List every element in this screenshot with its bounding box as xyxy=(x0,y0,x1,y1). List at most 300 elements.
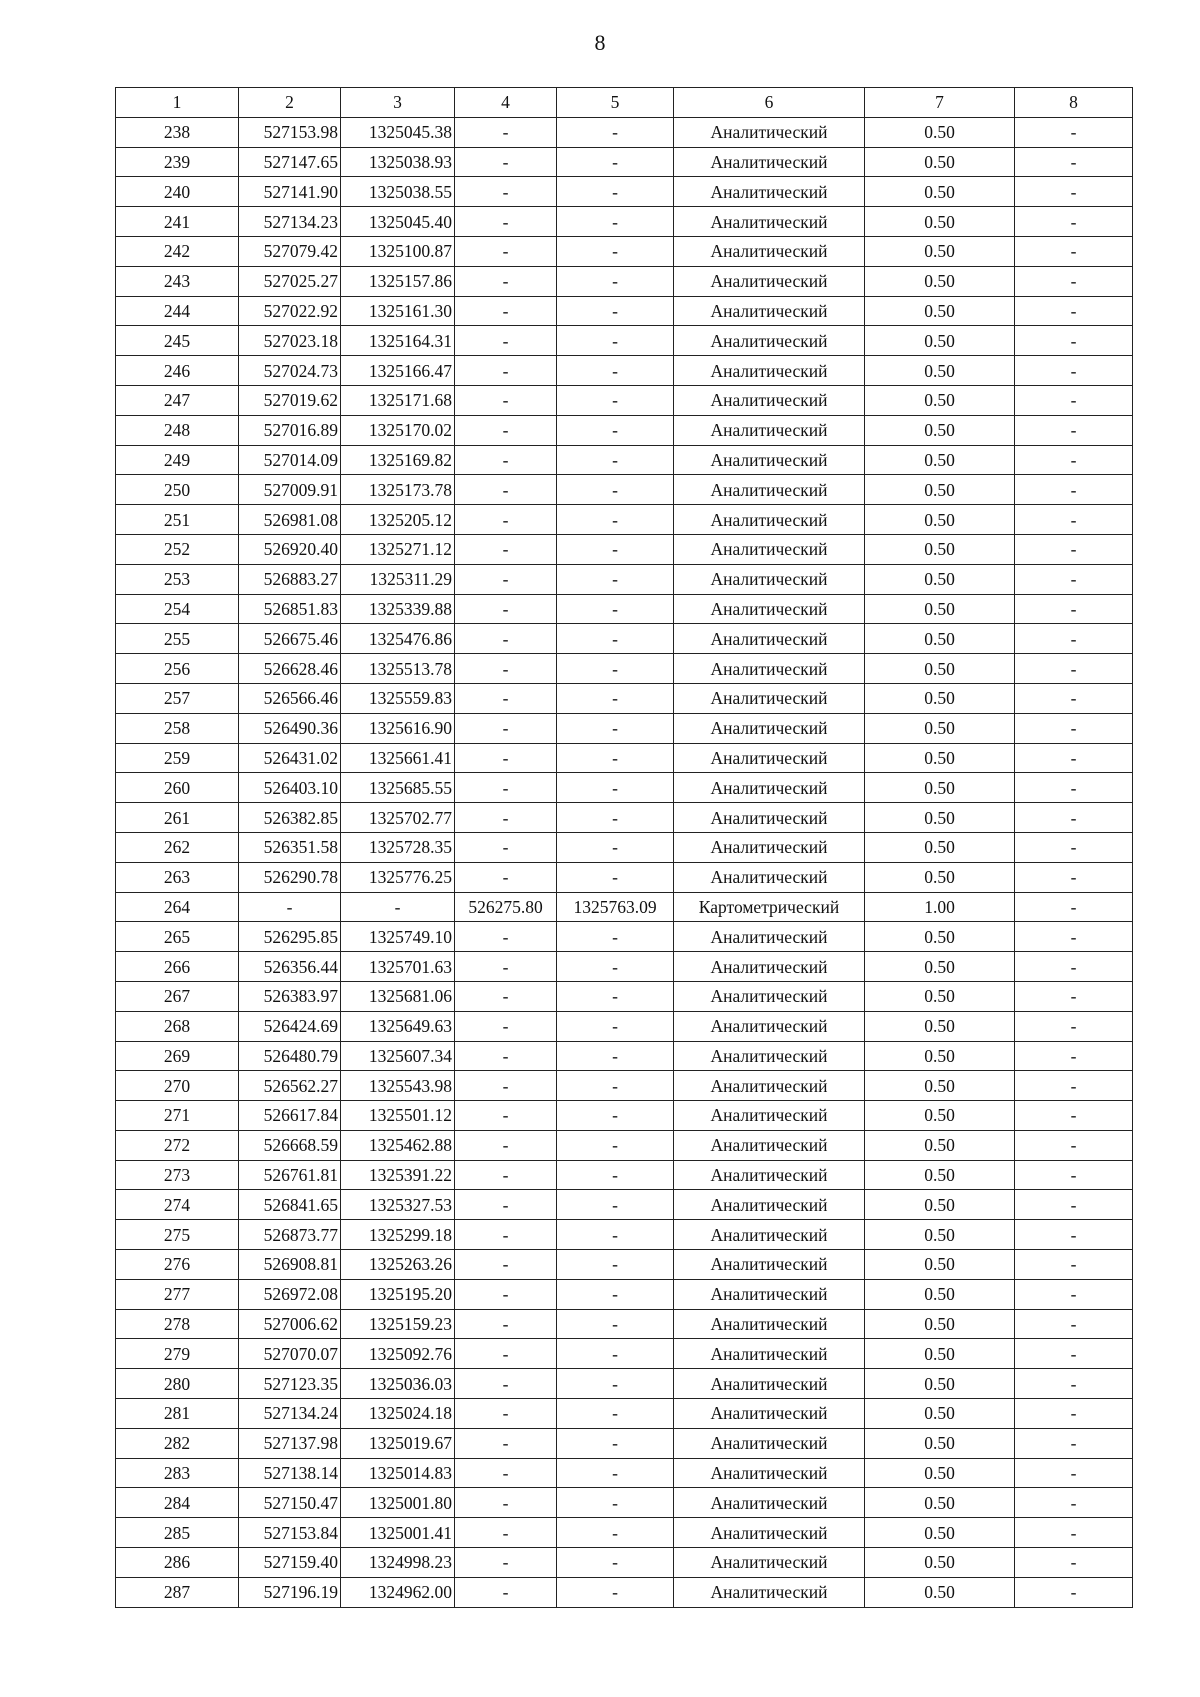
column-header-1: 1 xyxy=(116,88,239,118)
cell-precision: 0.50 xyxy=(865,385,1015,415)
cell-point-number: 277 xyxy=(116,1279,239,1309)
cell-x-coordinate: 526351.58 xyxy=(239,832,341,862)
cell-precision: 0.50 xyxy=(865,1160,1015,1190)
cell-note: - xyxy=(1015,1548,1133,1578)
cell-precision: 0.50 xyxy=(865,803,1015,833)
table-row xyxy=(116,624,1133,654)
cell-point-number: 278 xyxy=(116,1309,239,1339)
cell-x-coordinate-alt: - xyxy=(455,505,557,535)
cell-note: - xyxy=(1015,1458,1133,1488)
cell-precision: 0.50 xyxy=(865,654,1015,684)
table-row xyxy=(116,445,1133,475)
cell-precision: 0.50 xyxy=(865,1250,1015,1280)
cell-x-coordinate: 527147.65 xyxy=(239,147,341,177)
cell-y-coordinate: 1324962.00 xyxy=(341,1577,455,1607)
cell-precision: 0.50 xyxy=(865,1399,1015,1429)
table-row xyxy=(116,1399,1133,1429)
cell-note: - xyxy=(1015,564,1133,594)
cell-x-coordinate-alt: - xyxy=(455,117,557,147)
cell-precision: 0.50 xyxy=(865,594,1015,624)
cell-y-coordinate-alt: - xyxy=(557,385,674,415)
cell-y-coordinate-alt: - xyxy=(557,1071,674,1101)
cell-y-coordinate: 1325092.76 xyxy=(341,1339,455,1369)
table-row xyxy=(116,1428,1133,1458)
cell-note: - xyxy=(1015,1011,1133,1041)
cell-y-coordinate-alt: - xyxy=(557,564,674,594)
cell-y-coordinate-alt: - xyxy=(557,177,674,207)
cell-x-coordinate: 527025.27 xyxy=(239,266,341,296)
cell-y-coordinate: 1325749.10 xyxy=(341,922,455,952)
cell-point-number: 282 xyxy=(116,1428,239,1458)
cell-note: - xyxy=(1015,534,1133,564)
cell-y-coordinate-alt: - xyxy=(557,743,674,773)
cell-point-number: 281 xyxy=(116,1399,239,1429)
cell-x-coordinate-alt: - xyxy=(455,1220,557,1250)
cell-x-coordinate: 527196.19 xyxy=(239,1577,341,1607)
cell-y-coordinate: 1325169.82 xyxy=(341,445,455,475)
cell-y-coordinate-alt: - xyxy=(557,296,674,326)
cell-point-number: 280 xyxy=(116,1369,239,1399)
cell-point-number: 240 xyxy=(116,177,239,207)
cell-x-coordinate-alt: - xyxy=(455,1369,557,1399)
cell-y-coordinate-alt: - xyxy=(557,475,674,505)
table-row xyxy=(116,654,1133,684)
cell-y-coordinate-alt: - xyxy=(557,1101,674,1131)
cell-note: - xyxy=(1015,1220,1133,1250)
cell-y-coordinate: 1325166.47 xyxy=(341,356,455,386)
cell-y-coordinate: 1325616.90 xyxy=(341,713,455,743)
cell-point-number: 275 xyxy=(116,1220,239,1250)
cell-method: Картометрический xyxy=(674,892,865,922)
cell-method: Аналитический xyxy=(674,862,865,892)
cell-x-coordinate-alt: 526275.80 xyxy=(455,892,557,922)
cell-note: - xyxy=(1015,683,1133,713)
cell-x-coordinate: 527024.73 xyxy=(239,356,341,386)
cell-point-number: 284 xyxy=(116,1488,239,1518)
cell-x-coordinate-alt: - xyxy=(455,415,557,445)
cell-method: Аналитический xyxy=(674,385,865,415)
cell-point-number: 242 xyxy=(116,236,239,266)
cell-note: - xyxy=(1015,356,1133,386)
cell-y-coordinate: 1325607.34 xyxy=(341,1041,455,1071)
cell-precision: 0.50 xyxy=(865,564,1015,594)
cell-precision: 0.50 xyxy=(865,266,1015,296)
cell-x-coordinate-alt: - xyxy=(455,1041,557,1071)
cell-precision: 0.50 xyxy=(865,1309,1015,1339)
cell-method: Аналитический xyxy=(674,117,865,147)
table-row xyxy=(116,207,1133,237)
cell-x-coordinate-alt: - xyxy=(455,1250,557,1280)
cell-y-coordinate: 1325171.68 xyxy=(341,385,455,415)
cell-x-coordinate: 526566.46 xyxy=(239,683,341,713)
cell-y-coordinate: 1325045.38 xyxy=(341,117,455,147)
cell-x-coordinate-alt: - xyxy=(455,803,557,833)
table-header-row xyxy=(116,88,1133,118)
cell-method: Аналитический xyxy=(674,594,865,624)
cell-x-coordinate: 527141.90 xyxy=(239,177,341,207)
cell-point-number: 252 xyxy=(116,534,239,564)
table-row xyxy=(116,952,1133,982)
table-row xyxy=(116,743,1133,773)
cell-point-number: 271 xyxy=(116,1101,239,1131)
coordinates-table xyxy=(115,87,1133,1608)
cell-x-coordinate-alt: - xyxy=(455,981,557,1011)
table-row xyxy=(116,564,1133,594)
cell-y-coordinate-alt: - xyxy=(557,922,674,952)
cell-precision: 0.50 xyxy=(865,773,1015,803)
cell-method: Аналитический xyxy=(674,654,865,684)
cell-point-number: 247 xyxy=(116,385,239,415)
cell-x-coordinate: 526920.40 xyxy=(239,534,341,564)
cell-y-coordinate-alt: - xyxy=(557,1577,674,1607)
cell-method: Аналитический xyxy=(674,1011,865,1041)
cell-method: Аналитический xyxy=(674,1577,865,1607)
cell-y-coordinate-alt: - xyxy=(557,326,674,356)
cell-method: Аналитический xyxy=(674,1130,865,1160)
cell-note: - xyxy=(1015,1279,1133,1309)
cell-x-coordinate-alt: - xyxy=(455,296,557,326)
cell-precision: 0.50 xyxy=(865,624,1015,654)
table-body xyxy=(116,117,1133,1607)
cell-x-coordinate-alt: - xyxy=(455,1488,557,1518)
table-row xyxy=(116,1518,1133,1548)
cell-point-number: 249 xyxy=(116,445,239,475)
cell-x-coordinate: - xyxy=(239,892,341,922)
cell-x-coordinate-alt: - xyxy=(455,862,557,892)
table-row xyxy=(116,803,1133,833)
table-row xyxy=(116,296,1133,326)
cell-y-coordinate: 1325728.35 xyxy=(341,832,455,862)
cell-x-coordinate-alt: - xyxy=(455,743,557,773)
cell-precision: 0.50 xyxy=(865,1458,1015,1488)
cell-x-coordinate-alt: - xyxy=(455,624,557,654)
cell-x-coordinate: 526628.46 xyxy=(239,654,341,684)
cell-point-number: 259 xyxy=(116,743,239,773)
cell-x-coordinate: 526873.77 xyxy=(239,1220,341,1250)
table-row xyxy=(116,1011,1133,1041)
cell-method: Аналитический xyxy=(674,1548,865,1578)
cell-x-coordinate: 526908.81 xyxy=(239,1250,341,1280)
cell-x-coordinate-alt: - xyxy=(455,1190,557,1220)
cell-y-coordinate: 1325299.18 xyxy=(341,1220,455,1250)
cell-point-number: 250 xyxy=(116,475,239,505)
cell-x-coordinate: 526981.08 xyxy=(239,505,341,535)
cell-point-number: 279 xyxy=(116,1339,239,1369)
table-row xyxy=(116,713,1133,743)
cell-note: - xyxy=(1015,624,1133,654)
cell-y-coordinate: 1325327.53 xyxy=(341,1190,455,1220)
cell-y-coordinate: 1325045.40 xyxy=(341,207,455,237)
table-row xyxy=(116,475,1133,505)
table-row xyxy=(116,594,1133,624)
cell-precision: 0.50 xyxy=(865,296,1015,326)
cell-x-coordinate-alt: - xyxy=(455,832,557,862)
cell-point-number: 285 xyxy=(116,1518,239,1548)
cell-note: - xyxy=(1015,296,1133,326)
cell-y-coordinate-alt: - xyxy=(557,147,674,177)
cell-y-coordinate: 1325164.31 xyxy=(341,326,455,356)
cell-method: Аналитический xyxy=(674,147,865,177)
cell-y-coordinate: 1325339.88 xyxy=(341,594,455,624)
cell-method: Аналитический xyxy=(674,713,865,743)
cell-y-coordinate: 1325170.02 xyxy=(341,415,455,445)
table-row xyxy=(116,1488,1133,1518)
cell-note: - xyxy=(1015,803,1133,833)
cell-method: Аналитический xyxy=(674,773,865,803)
cell-method: Аналитический xyxy=(674,1428,865,1458)
cell-precision: 0.50 xyxy=(865,1339,1015,1369)
cell-y-coordinate-alt: - xyxy=(557,534,674,564)
cell-x-coordinate-alt: - xyxy=(455,713,557,743)
cell-method: Аналитический xyxy=(674,1101,865,1131)
cell-method: Аналитический xyxy=(674,326,865,356)
cell-x-coordinate: 526424.69 xyxy=(239,1011,341,1041)
cell-y-coordinate-alt: - xyxy=(557,1488,674,1518)
cell-method: Аналитический xyxy=(674,236,865,266)
cell-note: - xyxy=(1015,743,1133,773)
cell-point-number: 264 xyxy=(116,892,239,922)
cell-x-coordinate-alt: - xyxy=(455,356,557,386)
cell-note: - xyxy=(1015,773,1133,803)
cell-method: Аналитический xyxy=(674,1190,865,1220)
cell-note: - xyxy=(1015,266,1133,296)
cell-y-coordinate-alt: - xyxy=(557,832,674,862)
cell-note: - xyxy=(1015,236,1133,266)
column-header-6: 6 xyxy=(674,88,865,118)
cell-point-number: 263 xyxy=(116,862,239,892)
cell-y-coordinate: 1325649.63 xyxy=(341,1011,455,1041)
cell-note: - xyxy=(1015,207,1133,237)
cell-y-coordinate: 1325271.12 xyxy=(341,534,455,564)
cell-y-coordinate: 1325513.78 xyxy=(341,654,455,684)
cell-note: - xyxy=(1015,1369,1133,1399)
cell-x-coordinate-alt: - xyxy=(455,683,557,713)
cell-point-number: 283 xyxy=(116,1458,239,1488)
cell-x-coordinate: 527016.89 xyxy=(239,415,341,445)
cell-x-coordinate-alt: - xyxy=(455,385,557,415)
cell-y-coordinate-alt: 1325763.09 xyxy=(557,892,674,922)
cell-x-coordinate: 527022.92 xyxy=(239,296,341,326)
cell-note: - xyxy=(1015,892,1133,922)
cell-y-coordinate: 1325001.80 xyxy=(341,1488,455,1518)
cell-x-coordinate: 527150.47 xyxy=(239,1488,341,1518)
cell-x-coordinate: 526761.81 xyxy=(239,1160,341,1190)
cell-precision: 0.50 xyxy=(865,1011,1015,1041)
cell-y-coordinate-alt: - xyxy=(557,1518,674,1548)
cell-note: - xyxy=(1015,385,1133,415)
cell-x-coordinate: 527006.62 xyxy=(239,1309,341,1339)
cell-x-coordinate-alt: - xyxy=(455,564,557,594)
cell-x-coordinate: 526617.84 xyxy=(239,1101,341,1131)
cell-precision: 0.50 xyxy=(865,981,1015,1011)
cell-y-coordinate: 1325681.06 xyxy=(341,981,455,1011)
column-header-5: 5 xyxy=(557,88,674,118)
cell-x-coordinate: 527009.91 xyxy=(239,475,341,505)
table-row xyxy=(116,683,1133,713)
cell-point-number: 243 xyxy=(116,266,239,296)
cell-x-coordinate-alt: - xyxy=(455,952,557,982)
cell-y-coordinate: 1325038.93 xyxy=(341,147,455,177)
cell-y-coordinate: 1325476.86 xyxy=(341,624,455,654)
cell-precision: 0.50 xyxy=(865,505,1015,535)
cell-y-coordinate-alt: - xyxy=(557,1130,674,1160)
cell-y-coordinate: 1325001.41 xyxy=(341,1518,455,1548)
cell-y-coordinate-alt: - xyxy=(557,1011,674,1041)
cell-y-coordinate-alt: - xyxy=(557,654,674,684)
cell-y-coordinate: 1325038.55 xyxy=(341,177,455,207)
cell-x-coordinate: 526675.46 xyxy=(239,624,341,654)
cell-method: Аналитический xyxy=(674,832,865,862)
table-row xyxy=(116,892,1133,922)
cell-note: - xyxy=(1015,1309,1133,1339)
cell-x-coordinate: 527019.62 xyxy=(239,385,341,415)
cell-method: Аналитический xyxy=(674,207,865,237)
cell-method: Аналитический xyxy=(674,475,865,505)
cell-precision: 0.50 xyxy=(865,147,1015,177)
cell-method: Аналитический xyxy=(674,922,865,952)
cell-y-coordinate-alt: - xyxy=(557,624,674,654)
cell-x-coordinate-alt: - xyxy=(455,654,557,684)
cell-method: Аналитический xyxy=(674,1458,865,1488)
cell-method: Аналитический xyxy=(674,356,865,386)
cell-note: - xyxy=(1015,922,1133,952)
cell-y-coordinate-alt: - xyxy=(557,1279,674,1309)
cell-precision: 0.50 xyxy=(865,1041,1015,1071)
cell-note: - xyxy=(1015,1190,1133,1220)
cell-y-coordinate-alt: - xyxy=(557,1250,674,1280)
cell-note: - xyxy=(1015,1071,1133,1101)
cell-x-coordinate-alt: - xyxy=(455,1428,557,1458)
cell-point-number: 267 xyxy=(116,981,239,1011)
cell-precision: 0.50 xyxy=(865,1279,1015,1309)
cell-y-coordinate-alt: - xyxy=(557,773,674,803)
column-header-8: 8 xyxy=(1015,88,1133,118)
page-number: 8 xyxy=(594,30,606,55)
cell-method: Аналитический xyxy=(674,1399,865,1429)
cell-note: - xyxy=(1015,475,1133,505)
cell-y-coordinate: 1325036.03 xyxy=(341,1369,455,1399)
cell-point-number: 258 xyxy=(116,713,239,743)
cell-precision: 0.50 xyxy=(865,683,1015,713)
table-row xyxy=(116,1279,1133,1309)
cell-x-coordinate: 527079.42 xyxy=(239,236,341,266)
cell-note: - xyxy=(1015,1339,1133,1369)
cell-note: - xyxy=(1015,981,1133,1011)
cell-point-number: 257 xyxy=(116,683,239,713)
cell-y-coordinate: 1325195.20 xyxy=(341,1279,455,1309)
cell-y-coordinate: 1325014.83 xyxy=(341,1458,455,1488)
cell-y-coordinate: 1325159.23 xyxy=(341,1309,455,1339)
cell-precision: 0.50 xyxy=(865,445,1015,475)
cell-method: Аналитический xyxy=(674,1309,865,1339)
cell-y-coordinate: 1325559.83 xyxy=(341,683,455,713)
cell-precision: 0.50 xyxy=(865,1488,1015,1518)
cell-y-coordinate: 1325776.25 xyxy=(341,862,455,892)
cell-method: Аналитический xyxy=(674,1488,865,1518)
table-row xyxy=(116,266,1133,296)
cell-precision: 0.50 xyxy=(865,1369,1015,1399)
cell-y-coordinate: 1325161.30 xyxy=(341,296,455,326)
cell-method: Аналитический xyxy=(674,803,865,833)
cell-x-coordinate: 526290.78 xyxy=(239,862,341,892)
cell-note: - xyxy=(1015,1250,1133,1280)
cell-x-coordinate-alt: - xyxy=(455,1339,557,1369)
cell-note: - xyxy=(1015,832,1133,862)
cell-point-number: 254 xyxy=(116,594,239,624)
cell-x-coordinate: 526431.02 xyxy=(239,743,341,773)
cell-y-coordinate-alt: - xyxy=(557,594,674,624)
cell-y-coordinate-alt: - xyxy=(557,1339,674,1369)
cell-x-coordinate-alt: - xyxy=(455,1071,557,1101)
cell-x-coordinate-alt: - xyxy=(455,266,557,296)
cell-precision: 0.50 xyxy=(865,534,1015,564)
cell-y-coordinate-alt: - xyxy=(557,236,674,266)
cell-y-coordinate-alt: - xyxy=(557,1220,674,1250)
cell-x-coordinate: 526883.27 xyxy=(239,564,341,594)
cell-method: Аналитический xyxy=(674,1369,865,1399)
cell-y-coordinate-alt: - xyxy=(557,356,674,386)
cell-precision: 0.50 xyxy=(865,1190,1015,1220)
cell-y-coordinate: 1325702.77 xyxy=(341,803,455,833)
table-row xyxy=(116,1250,1133,1280)
cell-method: Аналитический xyxy=(674,1220,865,1250)
cell-y-coordinate-alt: - xyxy=(557,1369,674,1399)
cell-x-coordinate-alt: - xyxy=(455,1011,557,1041)
cell-y-coordinate: 1325100.87 xyxy=(341,236,455,266)
column-header-4: 4 xyxy=(455,88,557,118)
cell-y-coordinate: 1325543.98 xyxy=(341,1071,455,1101)
table-row xyxy=(116,1369,1133,1399)
cell-note: - xyxy=(1015,1488,1133,1518)
cell-point-number: 253 xyxy=(116,564,239,594)
cell-note: - xyxy=(1015,654,1133,684)
cell-method: Аналитический xyxy=(674,505,865,535)
table-row xyxy=(116,1130,1133,1160)
cell-y-coordinate-alt: - xyxy=(557,1160,674,1190)
cell-x-coordinate-alt: - xyxy=(455,147,557,177)
cell-method: Аналитический xyxy=(674,624,865,654)
cell-y-coordinate-alt: - xyxy=(557,952,674,982)
cell-y-coordinate: 1325462.88 xyxy=(341,1130,455,1160)
cell-x-coordinate: 527153.84 xyxy=(239,1518,341,1548)
table-row xyxy=(116,1190,1133,1220)
column-header-7: 7 xyxy=(865,88,1015,118)
cell-point-number: 266 xyxy=(116,952,239,982)
cell-y-coordinate-alt: - xyxy=(557,1041,674,1071)
cell-x-coordinate: 526562.27 xyxy=(239,1071,341,1101)
cell-precision: 0.50 xyxy=(865,1548,1015,1578)
cell-note: - xyxy=(1015,117,1133,147)
cell-y-coordinate: 1325157.86 xyxy=(341,266,455,296)
cell-point-number: 276 xyxy=(116,1250,239,1280)
cell-y-coordinate-alt: - xyxy=(557,1548,674,1578)
cell-method: Аналитический xyxy=(674,1071,865,1101)
cell-point-number: 286 xyxy=(116,1548,239,1578)
cell-precision: 0.50 xyxy=(865,713,1015,743)
table-row xyxy=(116,415,1133,445)
cell-method: Аналитический xyxy=(674,1250,865,1280)
cell-precision: 1.00 xyxy=(865,892,1015,922)
cell-y-coordinate-alt: - xyxy=(557,713,674,743)
table-row xyxy=(116,922,1133,952)
cell-note: - xyxy=(1015,415,1133,445)
table-row xyxy=(116,1548,1133,1578)
cell-method: Аналитический xyxy=(674,952,865,982)
table-row xyxy=(116,385,1133,415)
cell-point-number: 241 xyxy=(116,207,239,237)
cell-x-coordinate-alt: - xyxy=(455,1399,557,1429)
cell-x-coordinate: 527070.07 xyxy=(239,1339,341,1369)
